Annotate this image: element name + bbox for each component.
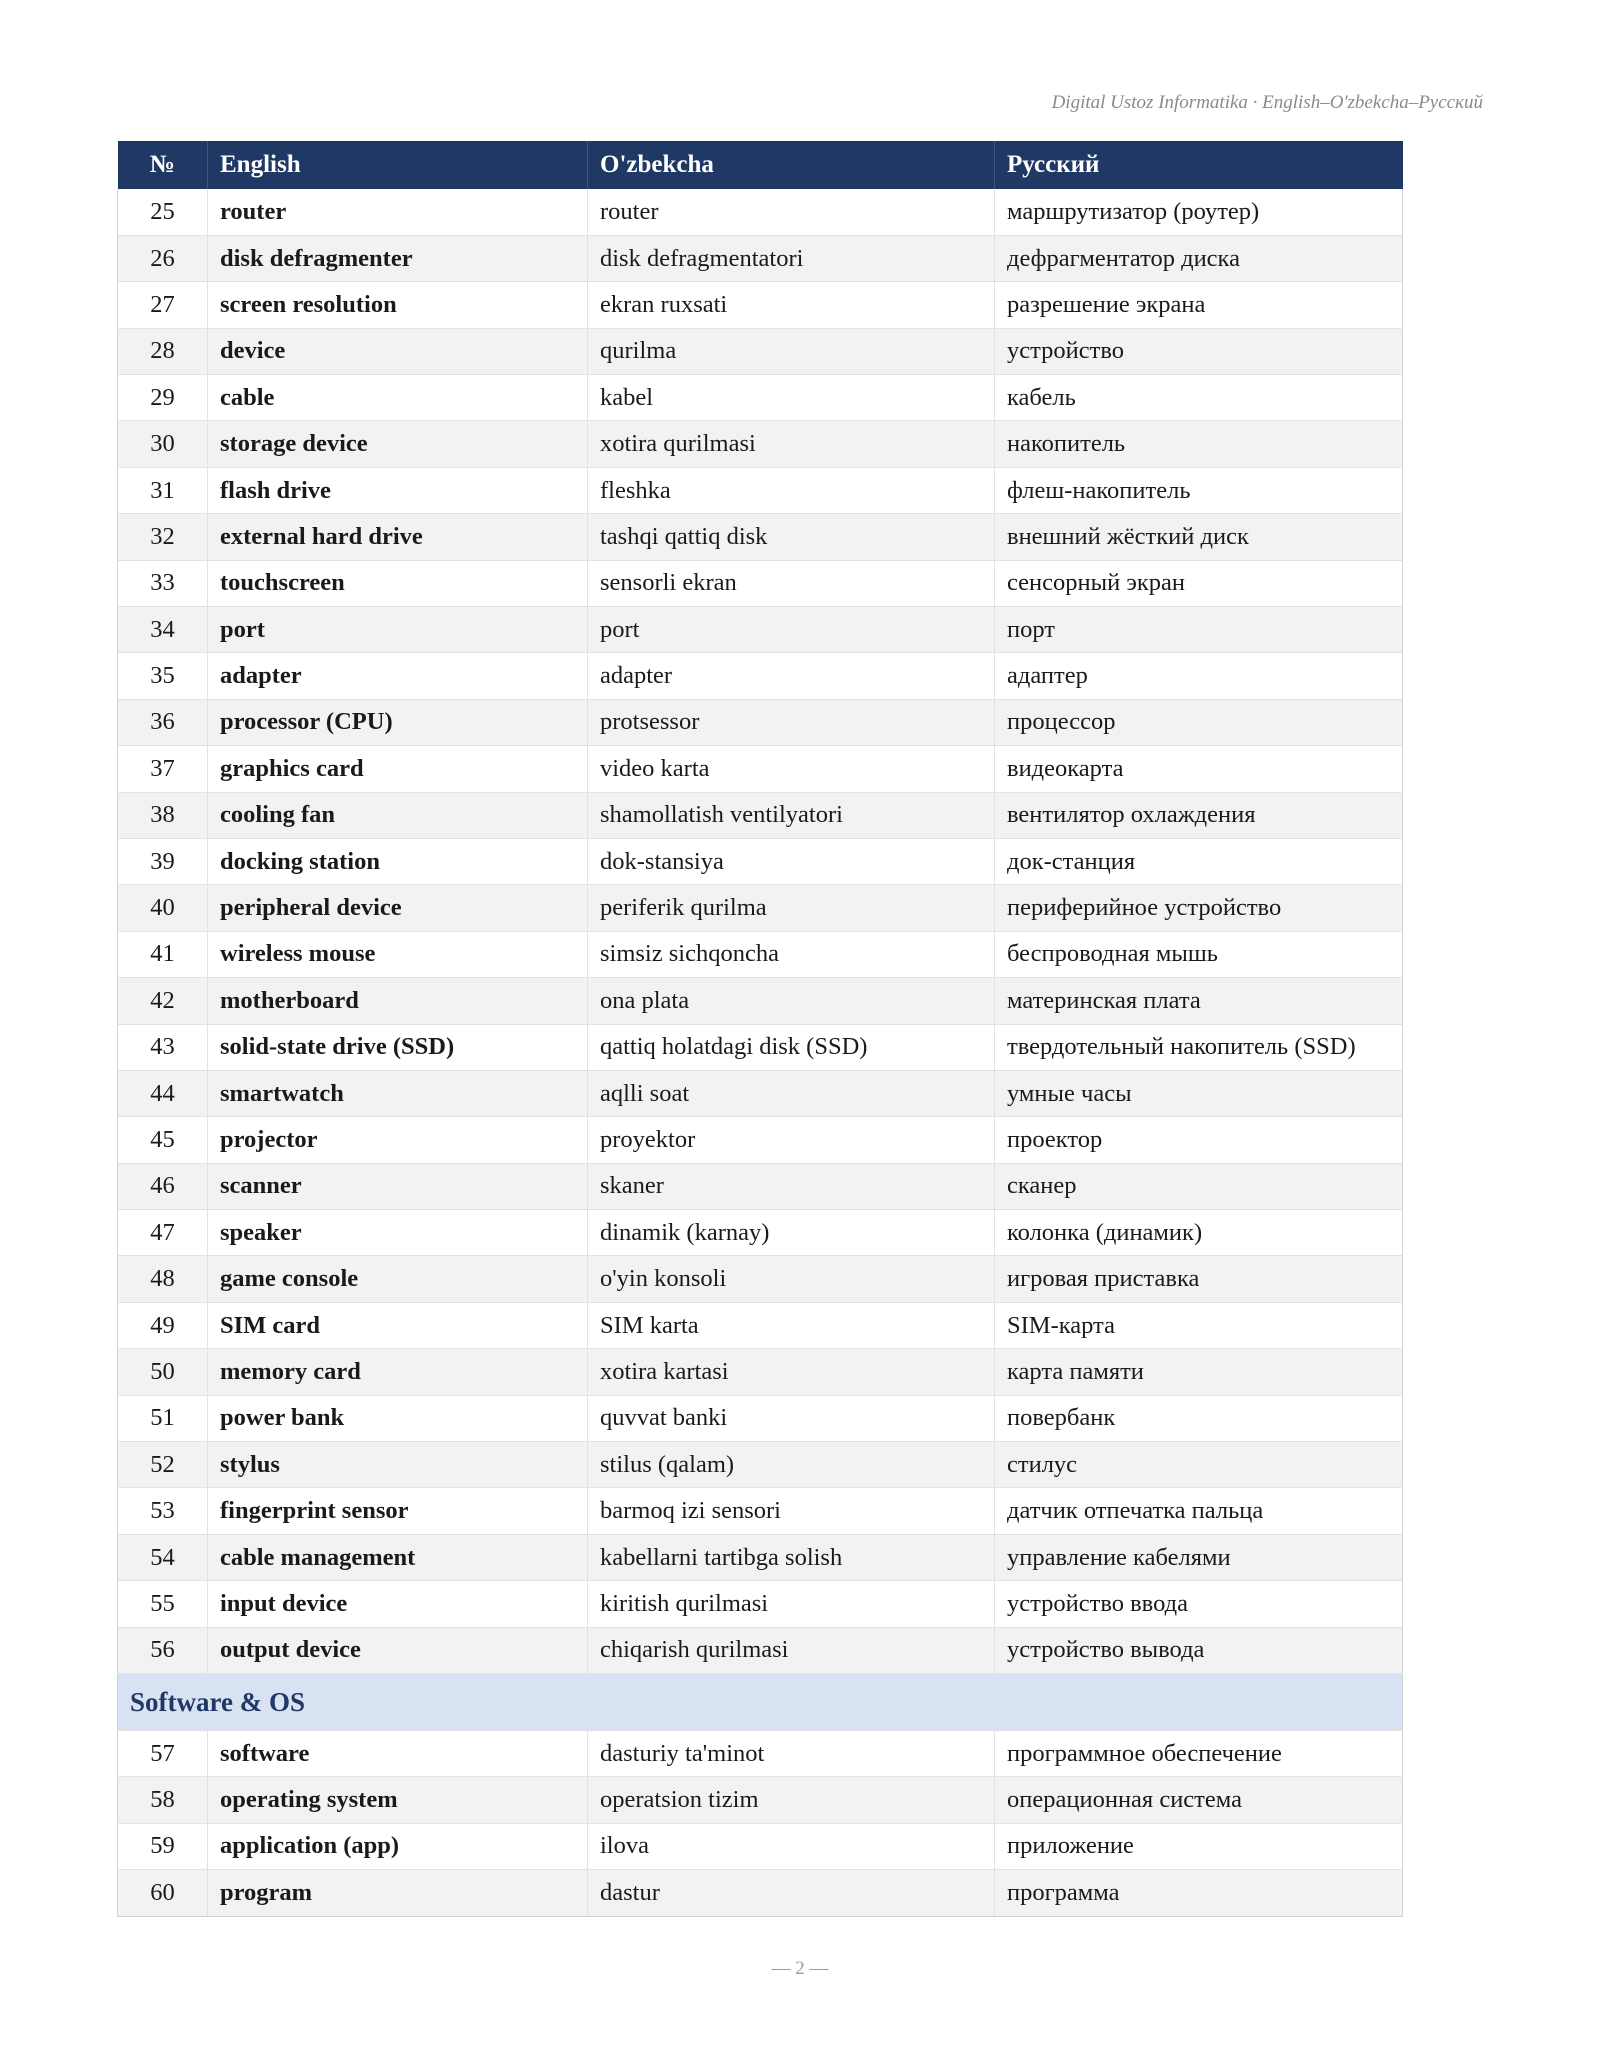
cell-english: operating system bbox=[208, 1777, 588, 1823]
cell-number: 55 bbox=[118, 1581, 208, 1627]
cell-uzbek: quvvat banki bbox=[588, 1395, 995, 1441]
cell-number: 46 bbox=[118, 1163, 208, 1209]
cell-number: 35 bbox=[118, 653, 208, 699]
table-row bbox=[118, 1210, 1403, 1256]
cell-english: projector bbox=[208, 1117, 588, 1163]
cell-uzbek: proyektor bbox=[588, 1117, 995, 1163]
cell-russian: программа bbox=[995, 1870, 1403, 1916]
cell-number: 53 bbox=[118, 1488, 208, 1534]
cell-russian: материнская плата bbox=[995, 978, 1403, 1024]
cell-uzbek: periferik qurilma bbox=[588, 885, 995, 931]
cell-english: cable bbox=[208, 375, 588, 421]
table-body bbox=[118, 189, 1403, 1916]
table-row bbox=[118, 1070, 1403, 1116]
cell-number: 38 bbox=[118, 792, 208, 838]
cell-uzbek: port bbox=[588, 607, 995, 653]
cell-russian: беспроводная мышь bbox=[995, 931, 1403, 977]
cell-russian: флеш-накопитель bbox=[995, 467, 1403, 513]
cell-english: disk defragmenter bbox=[208, 235, 588, 281]
cell-uzbek: xotira qurilmasi bbox=[588, 421, 995, 467]
cell-russian: приложение bbox=[995, 1823, 1403, 1869]
cell-russian: разрешение экрана bbox=[995, 282, 1403, 328]
cell-russian: стилус bbox=[995, 1442, 1403, 1488]
cell-uzbek: ona plata bbox=[588, 978, 995, 1024]
cell-uzbek: tashqi qattiq disk bbox=[588, 514, 995, 560]
cell-english: solid-state drive (SSD) bbox=[208, 1024, 588, 1070]
table-row bbox=[118, 699, 1403, 745]
cell-uzbek: dok-stansiya bbox=[588, 838, 995, 884]
cell-russian: сенсорный экран bbox=[995, 560, 1403, 606]
cell-uzbek: aqlli soat bbox=[588, 1070, 995, 1116]
cell-russian: карта памяти bbox=[995, 1349, 1403, 1395]
table-row bbox=[118, 1823, 1403, 1869]
table-row bbox=[118, 514, 1403, 560]
cell-uzbek: qurilma bbox=[588, 328, 995, 374]
table-row bbox=[118, 1627, 1403, 1673]
cell-uzbek: o'yin konsoli bbox=[588, 1256, 995, 1302]
cell-uzbek: stilus (qalam) bbox=[588, 1442, 995, 1488]
table-row bbox=[118, 421, 1403, 467]
cell-russian: проектор bbox=[995, 1117, 1403, 1163]
cell-english: scanner bbox=[208, 1163, 588, 1209]
cell-english: output device bbox=[208, 1627, 588, 1673]
running-header: Digital Ustoz Informatika · English–O'zbekcha–Русский bbox=[1051, 92, 1483, 113]
cell-number: 26 bbox=[118, 235, 208, 281]
table-row bbox=[118, 885, 1403, 931]
cell-english: device bbox=[208, 328, 588, 374]
cell-russian: накопитель bbox=[995, 421, 1403, 467]
table-row bbox=[118, 1581, 1403, 1627]
cell-number: 40 bbox=[118, 885, 208, 931]
cell-english: router bbox=[208, 189, 588, 235]
cell-number: 54 bbox=[118, 1534, 208, 1580]
section-row bbox=[118, 1674, 1403, 1731]
cell-english: external hard drive bbox=[208, 514, 588, 560]
cell-english: processor (CPU) bbox=[208, 699, 588, 745]
cell-uzbek: shamollatish ventilyatori bbox=[588, 792, 995, 838]
header-row bbox=[118, 141, 1403, 189]
cell-number: 29 bbox=[118, 375, 208, 421]
table-row bbox=[118, 189, 1403, 235]
cell-english: input device bbox=[208, 1581, 588, 1627]
cell-number: 58 bbox=[118, 1777, 208, 1823]
table-row bbox=[118, 1731, 1403, 1777]
cell-english: adapter bbox=[208, 653, 588, 699]
page-number: — 2 — bbox=[771, 1958, 829, 1979]
cell-english: speaker bbox=[208, 1210, 588, 1256]
table-row bbox=[118, 978, 1403, 1024]
cell-english: fingerprint sensor bbox=[208, 1488, 588, 1534]
cell-number: 44 bbox=[118, 1070, 208, 1116]
table-row bbox=[118, 375, 1403, 421]
column-header-english: English bbox=[208, 141, 588, 189]
cell-number: 50 bbox=[118, 1349, 208, 1395]
cell-english: motherboard bbox=[208, 978, 588, 1024]
table-row bbox=[118, 1163, 1403, 1209]
cell-english: memory card bbox=[208, 1349, 588, 1395]
table-row bbox=[118, 607, 1403, 653]
cell-russian: порт bbox=[995, 607, 1403, 653]
cell-russian: повербанк bbox=[995, 1395, 1403, 1441]
cell-uzbek: video karta bbox=[588, 746, 995, 792]
cell-russian: SIM-карта bbox=[995, 1302, 1403, 1348]
cell-russian: маршрутизатор (роутер) bbox=[995, 189, 1403, 235]
cell-english: power bank bbox=[208, 1395, 588, 1441]
cell-russian: внешний жёсткий диск bbox=[995, 514, 1403, 560]
table-row bbox=[118, 1256, 1403, 1302]
cell-number: 28 bbox=[118, 328, 208, 374]
cell-russian: твердотельный накопитель (SSD) bbox=[995, 1024, 1403, 1070]
table-row bbox=[118, 1395, 1403, 1441]
cell-number: 39 bbox=[118, 838, 208, 884]
cell-uzbek: dastur bbox=[588, 1870, 995, 1916]
table-row bbox=[118, 1302, 1403, 1348]
cell-number: 33 bbox=[118, 560, 208, 606]
cell-russian: устройство bbox=[995, 328, 1403, 374]
cell-english: wireless mouse bbox=[208, 931, 588, 977]
table-row bbox=[118, 838, 1403, 884]
cell-russian: датчик отпечатка пальца bbox=[995, 1488, 1403, 1534]
cell-uzbek: xotira kartasi bbox=[588, 1349, 995, 1395]
cell-uzbek: protsessor bbox=[588, 699, 995, 745]
cell-number: 27 bbox=[118, 282, 208, 328]
column-header-uzbek: O'zbekcha bbox=[588, 141, 995, 189]
section-title: Software & OS bbox=[118, 1674, 1403, 1731]
cell-uzbek: fleshka bbox=[588, 467, 995, 513]
cell-russian: устройство ввода bbox=[995, 1581, 1403, 1627]
cell-english: port bbox=[208, 607, 588, 653]
cell-number: 48 bbox=[118, 1256, 208, 1302]
table-row bbox=[118, 931, 1403, 977]
table-row bbox=[118, 282, 1403, 328]
cell-number: 42 bbox=[118, 978, 208, 1024]
cell-english: docking station bbox=[208, 838, 588, 884]
cell-number: 59 bbox=[118, 1823, 208, 1869]
cell-russian: периферийное устройство bbox=[995, 885, 1403, 931]
table-row bbox=[118, 1488, 1403, 1534]
cell-russian: док-станция bbox=[995, 838, 1403, 884]
table-row bbox=[118, 1117, 1403, 1163]
cell-number: 43 bbox=[118, 1024, 208, 1070]
column-header-russian: Русский bbox=[995, 141, 1403, 189]
cell-english: stylus bbox=[208, 1442, 588, 1488]
cell-uzbek: qattiq holatdagi disk (SSD) bbox=[588, 1024, 995, 1070]
cell-english: storage device bbox=[208, 421, 588, 467]
table-row bbox=[118, 467, 1403, 513]
cell-english: touchscreen bbox=[208, 560, 588, 606]
table-row bbox=[118, 1349, 1403, 1395]
cell-number: 31 bbox=[118, 467, 208, 513]
cell-russian: колонка (динамик) bbox=[995, 1210, 1403, 1256]
cell-uzbek: disk defragmentatori bbox=[588, 235, 995, 281]
cell-uzbek: SIM karta bbox=[588, 1302, 995, 1348]
cell-uzbek: simsiz sichqoncha bbox=[588, 931, 995, 977]
cell-english: software bbox=[208, 1731, 588, 1777]
cell-russian: вентилятор охлаждения bbox=[995, 792, 1403, 838]
cell-number: 25 bbox=[118, 189, 208, 235]
table-row bbox=[118, 746, 1403, 792]
cell-russian: умные часы bbox=[995, 1070, 1403, 1116]
cell-russian: кабель bbox=[995, 375, 1403, 421]
cell-number: 51 bbox=[118, 1395, 208, 1441]
table-row bbox=[118, 1870, 1403, 1916]
cell-uzbek: router bbox=[588, 189, 995, 235]
cell-uzbek: kabel bbox=[588, 375, 995, 421]
cell-english: smartwatch bbox=[208, 1070, 588, 1116]
table-header bbox=[118, 141, 1403, 189]
cell-uzbek: adapter bbox=[588, 653, 995, 699]
cell-number: 37 bbox=[118, 746, 208, 792]
cell-number: 60 bbox=[118, 1870, 208, 1916]
cell-russian: управление кабелями bbox=[995, 1534, 1403, 1580]
cell-number: 57 bbox=[118, 1731, 208, 1777]
cell-russian: операционная система bbox=[995, 1777, 1403, 1823]
table-row bbox=[118, 1442, 1403, 1488]
cell-russian: сканер bbox=[995, 1163, 1403, 1209]
cell-uzbek: kabellarni tartibga solish bbox=[588, 1534, 995, 1580]
cell-english: application (app) bbox=[208, 1823, 588, 1869]
table-row bbox=[118, 792, 1403, 838]
cell-uzbek: kiritish qurilmasi bbox=[588, 1581, 995, 1627]
cell-russian: устройство вывода bbox=[995, 1627, 1403, 1673]
table-row bbox=[118, 235, 1403, 281]
cell-number: 52 bbox=[118, 1442, 208, 1488]
cell-uzbek: barmoq izi sensori bbox=[588, 1488, 995, 1534]
cell-number: 41 bbox=[118, 931, 208, 977]
cell-uzbek: chiqarish qurilmasi bbox=[588, 1627, 995, 1673]
cell-english: program bbox=[208, 1870, 588, 1916]
table-row bbox=[118, 328, 1403, 374]
vocabulary-table bbox=[117, 141, 1403, 1917]
cell-english: SIM card bbox=[208, 1302, 588, 1348]
cell-russian: дефрагментатор диска bbox=[995, 235, 1403, 281]
cell-uzbek: ilova bbox=[588, 1823, 995, 1869]
table-row bbox=[118, 1534, 1403, 1580]
cell-number: 32 bbox=[118, 514, 208, 560]
cell-number: 45 bbox=[118, 1117, 208, 1163]
cell-number: 49 bbox=[118, 1302, 208, 1348]
cell-russian: видеокарта bbox=[995, 746, 1403, 792]
cell-uzbek: dinamik (karnay) bbox=[588, 1210, 995, 1256]
cell-english: screen resolution bbox=[208, 282, 588, 328]
cell-number: 30 bbox=[118, 421, 208, 467]
cell-uzbek: operatsion tizim bbox=[588, 1777, 995, 1823]
cell-number: 34 bbox=[118, 607, 208, 653]
cell-english: cable management bbox=[208, 1534, 588, 1580]
cell-russian: адаптер bbox=[995, 653, 1403, 699]
cell-english: peripheral device bbox=[208, 885, 588, 931]
cell-number: 47 bbox=[118, 1210, 208, 1256]
table-row bbox=[118, 560, 1403, 606]
cell-uzbek: skaner bbox=[588, 1163, 995, 1209]
table-row bbox=[118, 1777, 1403, 1823]
cell-english: graphics card bbox=[208, 746, 588, 792]
cell-uzbek: ekran ruxsati bbox=[588, 282, 995, 328]
cell-english: game console bbox=[208, 1256, 588, 1302]
table-row bbox=[118, 653, 1403, 699]
cell-uzbek: sensorli ekran bbox=[588, 560, 995, 606]
cell-number: 56 bbox=[118, 1627, 208, 1673]
cell-russian: процессор bbox=[995, 699, 1403, 745]
table-row bbox=[118, 1024, 1403, 1070]
cell-english: flash drive bbox=[208, 467, 588, 513]
cell-russian: игровая приставка bbox=[995, 1256, 1403, 1302]
cell-russian: программное обеспечение bbox=[995, 1731, 1403, 1777]
cell-number: 36 bbox=[118, 699, 208, 745]
cell-english: cooling fan bbox=[208, 792, 588, 838]
column-header-number: № bbox=[118, 141, 208, 189]
cell-uzbek: dasturiy ta'minot bbox=[588, 1731, 995, 1777]
